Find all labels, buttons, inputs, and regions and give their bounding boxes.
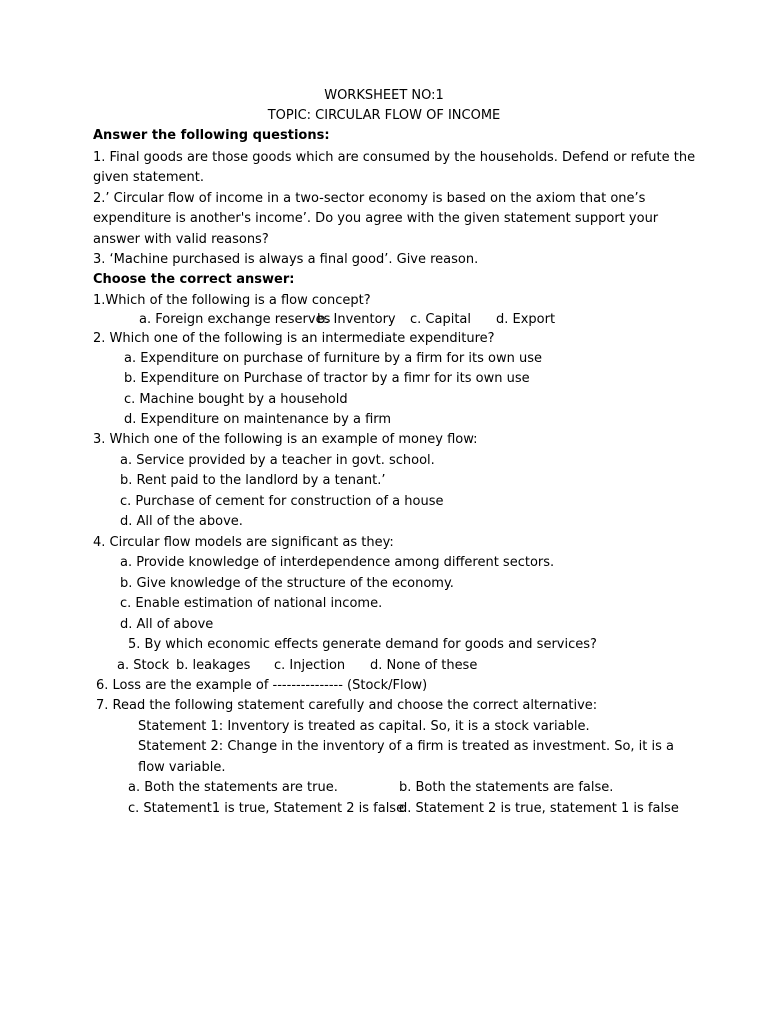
question-7: 7. Read the following statement carefully and choose the correct alternative: (96, 698, 598, 713)
q7-option-a: a. Both the statements are true. (128, 780, 338, 795)
mcq-5-option-b: b. leakages (176, 658, 251, 673)
mcq-4-option-a: a. Provide knowledge of interdependence among different sectors. (120, 555, 555, 570)
worksheet-title: WORKSHEET NO:1 (324, 88, 444, 103)
mcq-3-option-c: c. Purchase of cement for construction of a house (120, 494, 444, 509)
section-heading-choose: Choose the correct answer: (93, 272, 295, 287)
q7-option-c: c. Statement1 is true, Statement 2 is false (128, 801, 405, 816)
question-3: 3. ‘Machine purchased is always a final good’. Give reason. (93, 252, 479, 267)
mcq-2-option-d: d. Expenditure on maintenance by a firm (124, 412, 392, 427)
mcq-2-option-c: c. Machine bought by a household (124, 392, 348, 407)
question-6: 6. Loss are the example of --------------- (Stock/Flow) (96, 678, 428, 693)
mcq-3-question: 3. Which one of the following is an example of money flow: (93, 432, 478, 447)
mcq-1-option-c: c. Capital (410, 312, 471, 327)
mcq-2-option-a: a. Expenditure on purchase of furniture by a firm for its own use (124, 351, 542, 366)
mcq-3-option-b: b. Rent paid to the landlord by a tenant.’ (120, 473, 386, 488)
mcq-4-option-c: c. Enable estimation of national income. (120, 596, 383, 611)
mcq-4-option-b: b. Give knowledge of the structure of the economy. (120, 576, 454, 591)
mcq-3-option-a: a. Service provided by a teacher in govt. school. (120, 453, 435, 468)
mcq-1-option-d: d. Export (496, 312, 556, 327)
mcq-2-question: 2. Which one of the following is an intermediate expenditure? (93, 331, 495, 346)
q7-option-b: b. Both the statements are false. (399, 780, 614, 795)
question-2-line-3: answer with valid reasons? (93, 232, 269, 247)
mcq-1-question: 1.Which of the following is a flow concept? (93, 293, 371, 308)
mcq-5-option-d: d. None of these (370, 658, 478, 673)
mcq-5-option-c: c. Injection (274, 658, 346, 673)
q7-option-d: d. Statement 2 is true, statement 1 is false (399, 801, 679, 816)
mcq-2-option-b: b. Expenditure on Purchase of tractor by a fimr for its own use (124, 371, 530, 386)
worksheet-topic: TOPIC: CIRCULAR FLOW OF INCOME (267, 108, 501, 123)
statement-2-line-2: flow variable. (138, 760, 226, 775)
mcq-1-option-a: a. Foreign exchange reserves (139, 312, 331, 327)
mcq-1-option-b: b. Inventory (317, 312, 396, 327)
mcq-4-question: 4. Circular flow models are significant as they: (93, 535, 394, 550)
mcq-5-option-a: a. Stock (117, 658, 170, 673)
statement-2-line-1: Statement 2: Change in the inventory of a firm is treated as investment. So, it is a (138, 739, 675, 754)
question-2-line-1: 2.’ Circular flow of income in a two-sector economy is based on the axiom that one’s (93, 191, 646, 206)
statement-1: Statement 1: Inventory is treated as capital. So, it is a stock variable. (138, 719, 590, 734)
section-heading-answer: Answer the following questions: (93, 128, 330, 143)
question-1-line-1: 1. Final goods are those goods which are consumed by the households. Defend or refute the (93, 150, 696, 165)
question-2-line-2: expenditure is another's income’. Do you agree with the given statement support your (93, 211, 659, 226)
mcq-4-option-d: d. All of above (120, 617, 214, 632)
mcq-3-option-d: d. All of the above. (120, 514, 243, 529)
question-1-line-2: given statement. (93, 170, 204, 185)
mcq-5-question: 5. By which economic effects generate demand for goods and services? (128, 637, 597, 652)
